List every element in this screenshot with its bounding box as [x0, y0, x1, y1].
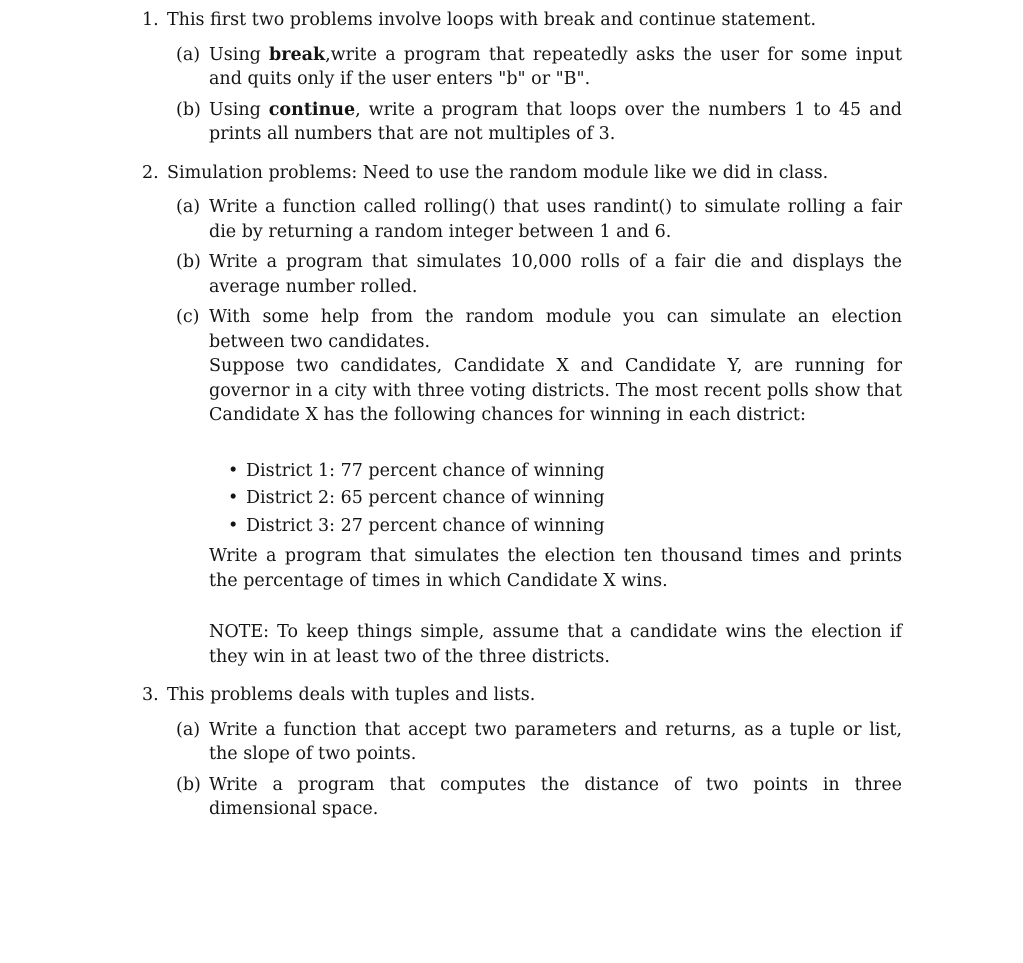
part-label: (b) [176, 99, 201, 120]
part-text: Write a function that accept two parameters and returns, as a tuple or list, the slope of two points. [209, 719, 902, 764]
scenario-paragraph: Suppose two candidates, Candidate X and Candidate Y, are running for governor in a city with three voting districts. The most recent polls show that Candidate X has the following chances for winning in each district: [209, 356, 902, 425]
part-text-lead: Using [209, 99, 269, 120]
part-1a [167, 43, 902, 92]
part-label: (a) [176, 44, 201, 65]
district-item [209, 458, 902, 486]
task-paragraph: Write a program that simulates the election ten thousand times and prints the percentage of times in which Candidate X wins. [209, 546, 902, 591]
part-text: , write a program that loops over the numbers 1 to 45 and prints all numbers that are not multiples of 3. [209, 99, 902, 144]
keyword-break: break [269, 44, 326, 65]
part-1b [167, 98, 902, 147]
part-label: (a) [176, 719, 201, 740]
problem-number: 2. [142, 162, 159, 183]
keyword-continue: continue [268, 99, 356, 120]
problem-3 [142, 683, 902, 822]
district-text: District 1: 77 percent chance of winning [246, 460, 605, 481]
district-item [209, 513, 902, 541]
bullet-icon: • [228, 460, 239, 481]
problem-1 [142, 8, 902, 147]
problem-text: Simulation problems: Need to use the random module like we did in class. [167, 162, 829, 183]
district-item [209, 485, 902, 513]
bullet-icon: • [228, 488, 239, 508]
part-3b [167, 773, 902, 822]
problem-number: 3. [142, 685, 159, 705]
part-3a [167, 718, 902, 767]
district-list [209, 458, 902, 541]
part-label: (a) [176, 197, 201, 217]
bullet-icon: • [228, 515, 239, 536]
note-paragraph: NOTE: To keep things simple, assume that a candidate wins the election if they win in at least two of the three districts. [209, 622, 902, 667]
part-text: ,write a program that repeatedly asks the user for some input and quits only if the user enters "b" or "B". [209, 44, 902, 89]
part-label: (c) [176, 307, 200, 327]
part-list [167, 195, 902, 669]
part-2b [167, 250, 902, 299]
spacer [209, 593, 902, 620]
part-2c [167, 305, 902, 669]
part-text: Write a program that computes the distance of two points in three dimensional space. [209, 774, 902, 819]
part-text: Write a program that simulates 10,000 rolls of a fair die and displays the average number rolled. [209, 252, 902, 297]
problem-number: 1. [142, 10, 159, 30]
problem-2 [142, 161, 902, 670]
part-list [167, 43, 902, 147]
part-text-lead: Using [209, 44, 270, 65]
part-label: (b) [176, 774, 201, 795]
district-text: District 2: 65 percent chance of winning [246, 488, 605, 508]
district-text: District 3: 27 percent chance of winning [246, 515, 605, 536]
problem-text: This problems deals with tuples and lists. [167, 685, 536, 705]
part-list [167, 718, 902, 822]
part-text: Write a function called rolling() that uses randint() to simulate rolling a fair die by returning a random integer between 1 and 6. [209, 197, 902, 242]
problem-list [142, 8, 902, 836]
part-2a [167, 195, 902, 244]
part-text: With some help from the random module you can simulate an election between two candidates. [209, 307, 902, 352]
part-label: (b) [176, 252, 201, 272]
problem-text: This first two problems involve loops with break and continue statement. [167, 10, 817, 30]
